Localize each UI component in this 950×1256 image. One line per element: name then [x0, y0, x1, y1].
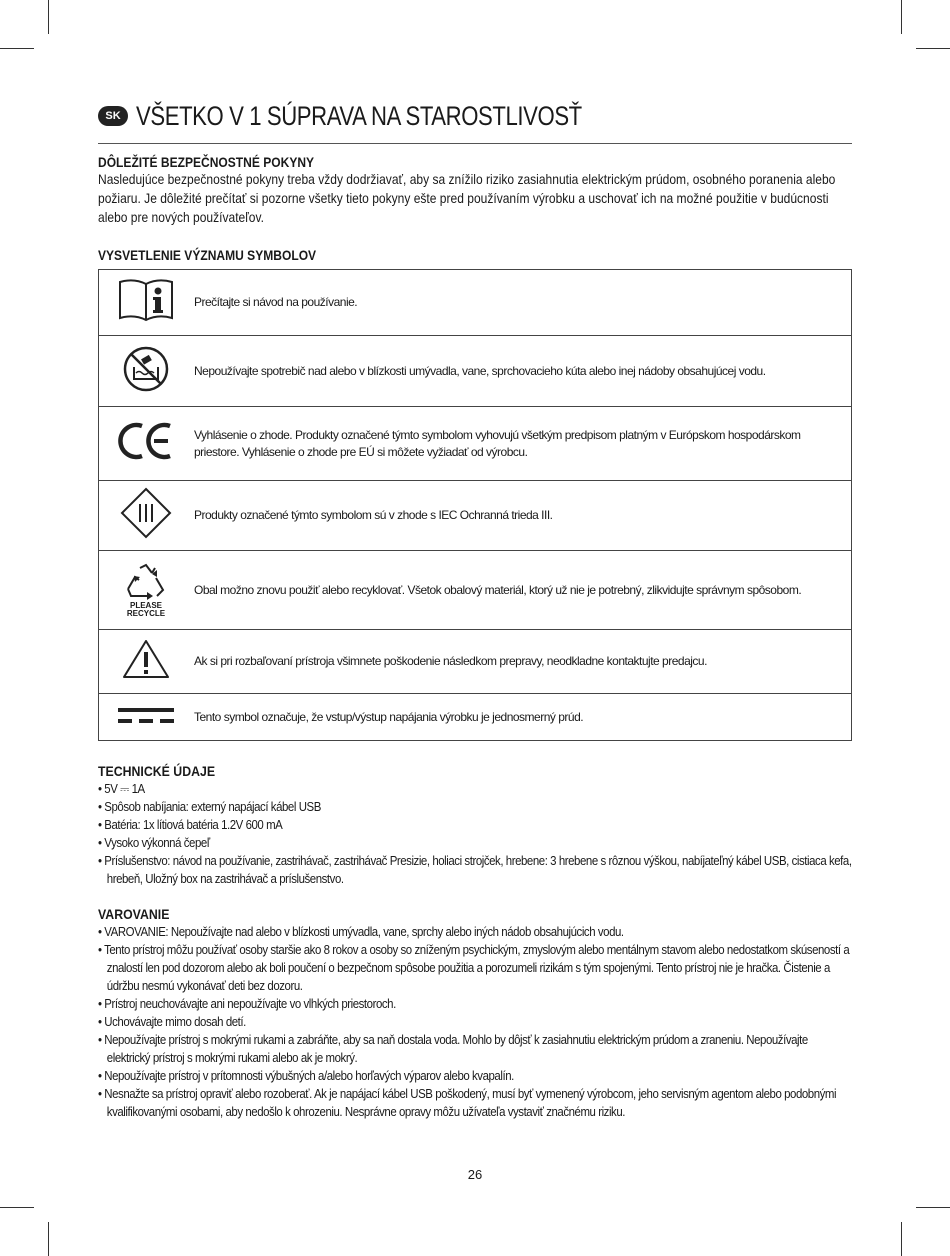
symbols-section [98, 247, 852, 741]
list-item: • Batéria: 1x lítiová batéria 1.2V 600 mA [98, 816, 852, 834]
symbols-heading: VYSVETLENIE VÝZNAMU SYMBOLOV [98, 247, 317, 263]
table-row [99, 694, 852, 741]
safety-text: Nasledujúce bezpečnostné pokyny treba vždy dodržiavať, aby sa znížilo riziko zasiahnutia elektrickým prúdom, osobného poranenia alebo požiaru. Je dôležité prečítať si pozorne všetky tieto pokyny ešte pred používaním výrobku a uschovať ich na možné použitie v budúcnosti alebo pre nových používateľov. [98, 171, 836, 225]
symbol-description: Ak si pri rozbaľovaní prístroja všimnete poškodenie následkom prepravy, neodkladne kontaktujte predajcu. [193, 630, 852, 694]
recycle-icon [99, 551, 194, 630]
crop-mark [901, 1222, 902, 1256]
symbol-description: Produkty označené týmto symbolom sú v zhode s IEC Ochranná trieda III. [193, 481, 852, 551]
symbol-description: Tento symbol označuje, že vstup/výstup napájania výrobku je jednosmerný prúd. [193, 694, 852, 741]
page-title: VŠETKO V 1 SÚPRAVA NA STAROSTLIVOSŤ [136, 100, 582, 131]
list-item: • Nepoužívajte prístroj v prítomnosti výbušných a/alebo horľavých výparov alebo kvapalín. [98, 1067, 852, 1085]
warning-section [98, 906, 852, 1121]
safety-section [98, 154, 852, 227]
list-item: • Uchovávajte mimo dosah detí. [98, 1013, 852, 1031]
manual-page [98, 95, 852, 1121]
warning-list [98, 923, 852, 1121]
list-item: • Nesnažte sa prístroj opraviť alebo rozoberať. Ak je napájací kábel USB poškodený, musí byť vymenený výrobcom, jeho servisným agentom alebo podobnými kvalifikovanými osobami, aby nedošlo k ohrozeniu. Nesprávne opravy môžu užívateľa vystaviť značnému riziku. [98, 1085, 852, 1121]
table-row [99, 270, 852, 336]
crop-mark [901, 0, 902, 34]
list-item: • VAROVANIE: Nepoužívajte nad alebo v blízkosti umývadla, vane, sprchy alebo iných nádob obsahujúcich vodu. [98, 923, 852, 941]
list-item: • Vysoko výkonná čepeľ [98, 834, 852, 852]
recycle-icon-label: RECYCLE [126, 609, 166, 618]
warning-triangle-icon [99, 630, 194, 694]
safety-heading: DÔLEŽITÉ BEZPEČNOSTNÉ POKYNY [98, 154, 315, 170]
crop-mark [0, 1207, 34, 1208]
class-iii-icon [99, 481, 194, 551]
page-header [98, 95, 852, 144]
crop-mark [916, 48, 950, 49]
tech-list [98, 780, 852, 888]
symbols-table [98, 269, 852, 741]
list-item: • 5V ⎓ 1A [98, 780, 852, 798]
list-item: • Nepoužívajte prístroj s mokrými rukami a zabráňte, aby sa naň dostala voda. Mohlo by dôjsť k zasiahnutiu elektrickým prúdom a zraneniu. Nepoužívajte elektrický prístroj s mokrými rukami alebo ak je mokrý. [98, 1031, 852, 1067]
no-water-icon [99, 336, 194, 407]
ce-mark-icon [99, 407, 194, 481]
symbol-description: Obal možno znovu použiť alebo recyklovať. Všetok obalový materiál, ktorý už nie je potrebný, zlikvidujte správnym spôsobom. [193, 551, 852, 630]
crop-mark [916, 1207, 950, 1208]
list-item: • Príslušenstvo: návod na používanie, zastrihávač, zastrihávač Presizie, holiaci strojček, hrebene: 3 hrebene s rôznou výškou, nabíjateľný kábel USB, cistiaca kefa, hrebeň, Uložný box na zastrihávač a príslušenstvo. [98, 852, 852, 888]
list-item: • Tento prístroj môžu používať osoby staršie ako 8 rokov a osoby so zníženým psychickým, zmyslovým alebo mentálnym stavom alebo nedostatkom skúseností a znalostí len pod dozorom alebo ak boli poučení o bezpečnom spôsobe použitia a porozumeli rizikám s tým spojenými. Tento prístroj nie je hračka. Čistenie a údržbu nesmú vykonávať deti bez dozoru. [98, 941, 852, 995]
read-manual-icon [99, 270, 194, 336]
crop-mark [0, 48, 34, 49]
symbol-description: Prečítajte si návod na používanie. [193, 270, 852, 336]
table-row [99, 481, 852, 551]
crop-mark [48, 1222, 49, 1256]
recycle-icon-label: PLEASE [129, 601, 162, 610]
table-row [99, 407, 852, 481]
table-row [99, 336, 852, 407]
table-row [99, 551, 852, 630]
crop-mark [48, 0, 49, 34]
symbol-description: Nepoužívajte spotrebič nad alebo v blízkosti umývadla, vane, sprchovacieho kúta alebo inej nádoby obsahujúcej vodu. [193, 336, 852, 407]
table-row [99, 630, 852, 694]
symbol-description: Vyhlásenie o zhode. Produkty označené týmto symbolom vyhovujú všetkým predpisom platným v Európskom hospodárskom priestore. Vyhlásenie o zhode pre EÚ si môžete vyžiadať od výrobcu. [193, 407, 852, 481]
direct-current-icon [99, 694, 194, 741]
page-number: 26 [467, 1167, 483, 1182]
tech-heading: TECHNICKÉ ÚDAJE [98, 763, 216, 779]
list-item: • Prístroj neuchovávajte ani nepoužívajte vo vlhkých priestoroch. [98, 995, 852, 1013]
language-badge: SK [98, 106, 128, 126]
tech-section [98, 763, 852, 888]
list-item: • Spôsob nabíjania: externý napájací kábel USB [98, 798, 852, 816]
warning-heading: VAROVANIE [98, 906, 170, 922]
